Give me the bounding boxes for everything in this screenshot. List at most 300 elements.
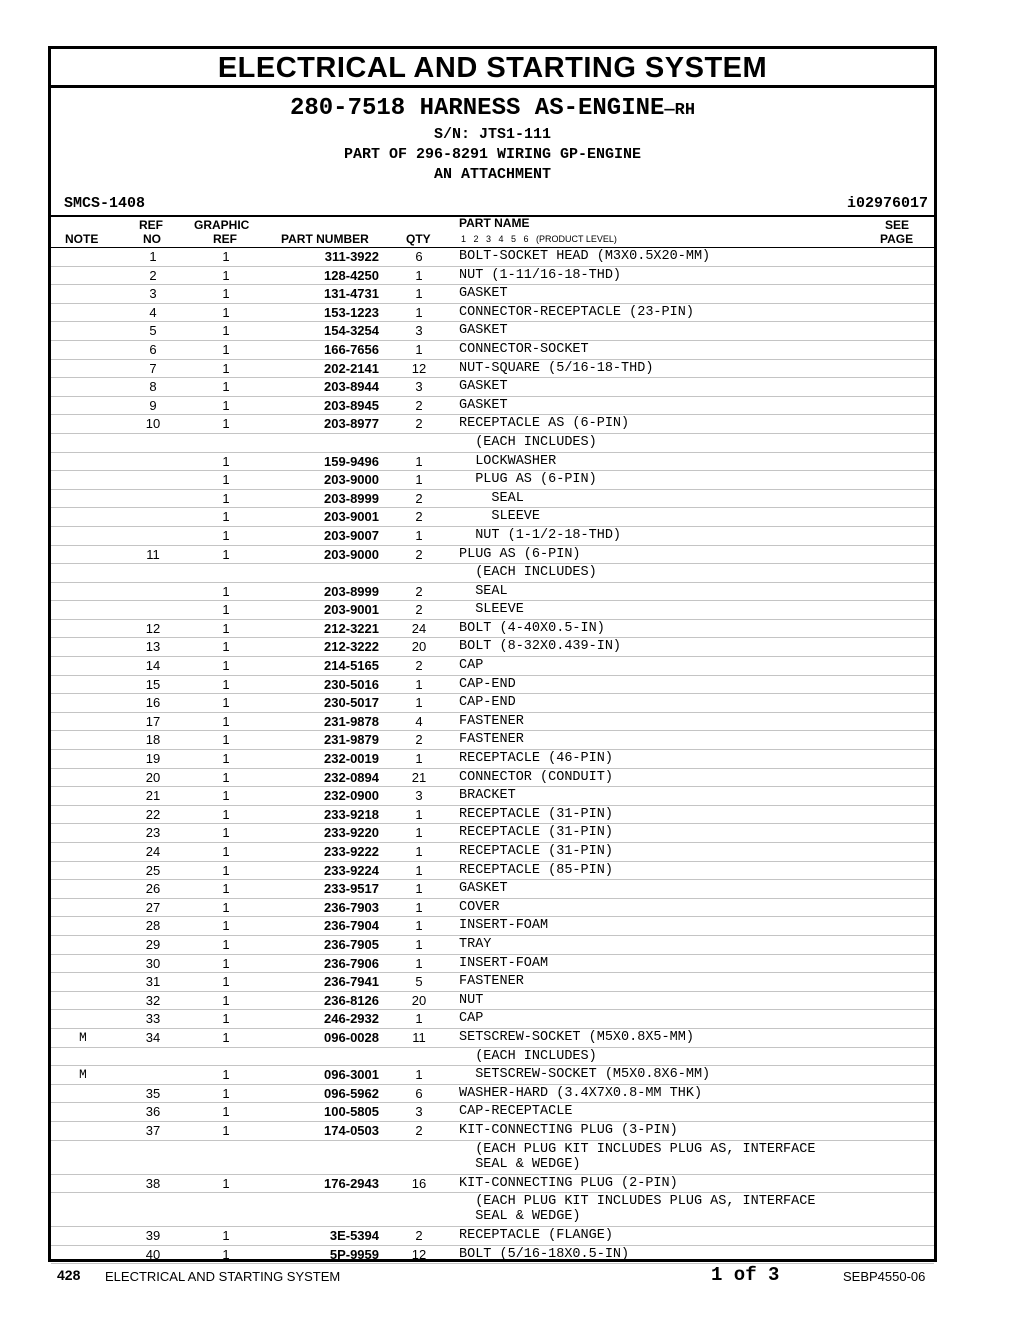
ref-no-cell: 13 (145, 639, 161, 655)
header-note: NOTE (65, 232, 99, 246)
graphic-ref-cell: 1 (222, 844, 230, 859)
table-row (51, 1029, 934, 1048)
part-number-cell: 214-5165 (324, 658, 379, 674)
graphic-ref-cell: 1 (222, 862, 230, 878)
part-name-cell: TRAY (459, 936, 492, 952)
footer-section: ELECTRICAL AND STARTING SYSTEM (105, 1269, 341, 1284)
table-row (51, 453, 934, 472)
graphic-ref-cell: 1 (222, 695, 230, 711)
table-row (51, 750, 934, 769)
ref-no-cell: 10 (145, 416, 161, 432)
header-see-bottom: PAGE (880, 232, 914, 246)
part-number-cell: 231-9878 (324, 713, 379, 729)
page-number: 428 (57, 1267, 81, 1283)
graphic-ref-cell: 1 (222, 806, 230, 822)
table-row (51, 973, 934, 992)
part-number-cell: 096-5962 (324, 1085, 379, 1101)
part-name-cell: RECEPTACLE (46-PIN) (459, 751, 613, 767)
page-footer (0, 1264, 1020, 1288)
qty-cell: 1 (415, 267, 423, 283)
part-number-cell: 159-9496 (324, 453, 379, 469)
part-name-cell: NUT (1-11/16-18-THD) (459, 267, 622, 283)
part-name-cell: SETSCREW-SOCKET (M5X0.8X5-MM) (459, 1029, 694, 1045)
graphic-ref-cell: 1 (222, 825, 230, 841)
table-row (51, 657, 934, 676)
part-name-cell: BRACKET (459, 788, 516, 804)
part-number-cell: 203-9001 (324, 602, 379, 618)
qty-cell: 16 (411, 1175, 427, 1191)
table-row (51, 360, 934, 379)
part-number-cell: 232-0894 (324, 769, 379, 785)
table-row (51, 1141, 934, 1175)
ref-no-cell: 5 (149, 323, 157, 339)
part-name-cell: SEAL (459, 490, 524, 506)
qty-cell: 3 (415, 1104, 423, 1120)
header-graphic-bottom: REF (213, 232, 237, 246)
part-number-cell: 236-8126 (324, 992, 379, 1008)
qty-cell: 2 (415, 546, 423, 562)
ref-no-cell: 1 (149, 249, 157, 264)
qty-cell: 1 (415, 676, 423, 692)
part-name-cell: CAP-RECEPTACLE (459, 1104, 573, 1120)
ref-no-cell: 22 (145, 806, 161, 822)
graphic-ref-cell: 1 (222, 249, 230, 264)
header-product-levels: 1 2 3 4 5 6 (PRODUCT LEVEL) (461, 234, 617, 244)
part-number-cell: 236-7904 (324, 918, 379, 934)
header-see-top: SEE (885, 218, 910, 232)
table-row (51, 880, 934, 899)
part-name-cell: CONNECTOR (CONDUIT) (459, 769, 613, 785)
qty-cell: 12 (411, 1246, 427, 1262)
table-row (51, 508, 934, 527)
graphic-ref-cell: 1 (222, 899, 230, 915)
ref-no-cell: 32 (145, 992, 161, 1008)
part-name-cell: (EACH INCLUDES) (459, 1048, 597, 1064)
part-name-cell: SEAL (459, 583, 508, 599)
qty-cell: 2 (415, 658, 423, 674)
ref-no-cell: 27 (145, 899, 161, 915)
ref-no-cell: 26 (145, 881, 161, 897)
qty-cell: 2 (415, 602, 423, 618)
part-number-cell: 128-4250 (324, 267, 379, 283)
harness-title (51, 95, 934, 125)
ref-no-cell: 39 (145, 1228, 161, 1244)
ref-no-cell: 31 (145, 974, 161, 990)
graphic-ref-cell: 1 (222, 379, 230, 395)
part-number-cell: 203-8999 (324, 583, 379, 599)
qty-cell: 1 (415, 899, 423, 915)
part-name-cell: GASKET (459, 286, 508, 302)
ref-no-cell: 23 (145, 825, 161, 841)
part-number-cell: 231-9879 (324, 732, 379, 748)
table-row (51, 546, 934, 565)
part-number-cell: 230-5017 (324, 695, 379, 711)
part-name-cell: KIT-CONNECTING PLUG (2-PIN) (459, 1175, 678, 1191)
part-number-cell: 203-9000 (324, 546, 379, 562)
part-number-cell: 096-0028 (324, 1029, 379, 1045)
part-name-cell: FASTENER (459, 713, 524, 729)
ref-no-cell: 20 (145, 769, 161, 785)
header-ref-bottom: NO (143, 232, 161, 246)
graphic-ref-cell: 1 (222, 918, 230, 934)
graphic-ref-cell: 1 (222, 769, 230, 785)
qty-cell: 24 (411, 620, 427, 636)
qty-cell: 2 (415, 583, 423, 599)
table-row (51, 713, 934, 732)
part-number-cell: 203-9001 (324, 509, 379, 525)
part-name-cell: RECEPTACLE (31-PIN) (459, 806, 613, 822)
qty-cell: 1 (415, 936, 423, 952)
table-row (51, 862, 934, 881)
graphic-ref-cell: 1 (222, 1122, 230, 1138)
part-name-cell: LOCKWASHER (459, 453, 557, 469)
graphic-ref-cell: 1 (222, 286, 230, 302)
ref-no-cell: 3 (149, 286, 157, 302)
note-cell: M (79, 1029, 87, 1045)
part-name-cell: RECEPTACLE (FLANGE) (459, 1228, 613, 1244)
harness-name: 280-7518 HARNESS AS-ENGINE (289, 95, 665, 122)
qty-cell: 1 (415, 453, 423, 469)
graphic-ref-cell: 1 (222, 1104, 230, 1120)
ref-no-cell: 28 (145, 918, 161, 934)
part-number-cell: 203-8977 (324, 416, 379, 432)
graphic-ref-cell: 1 (222, 788, 230, 804)
qty-cell: 1 (415, 825, 423, 841)
qty-cell: 2 (415, 732, 423, 748)
part-number-cell: 153-1223 (324, 304, 379, 320)
ref-no-cell: 4 (149, 304, 157, 320)
part-name-cell: GASKET (459, 323, 508, 339)
header-qty: QTY (406, 232, 431, 246)
table-row (51, 564, 934, 583)
table-row (51, 1010, 934, 1029)
table-row (51, 322, 934, 341)
qty-cell: 20 (411, 992, 427, 1008)
part-name-cell: PLUG AS (6-PIN) (459, 546, 581, 562)
qty-cell: 3 (415, 788, 423, 804)
part-name-cell: KIT-CONNECTING PLUG (3-PIN) (459, 1122, 678, 1138)
graphic-ref-cell: 1 (222, 713, 230, 729)
serial-number: S/N: JTS1-111 (433, 126, 552, 143)
table-row (51, 806, 934, 825)
table-row (51, 899, 934, 918)
table-row (51, 917, 934, 936)
header-part-name: PART NAME (459, 216, 530, 230)
table-row (51, 1227, 934, 1246)
graphic-ref-cell: 1 (222, 360, 230, 376)
table-row (51, 843, 934, 862)
part-number-cell: 232-0900 (324, 788, 379, 804)
ref-no-cell: 14 (145, 658, 161, 674)
part-name-cell: (EACH INCLUDES) (459, 565, 597, 581)
table-row (51, 285, 934, 304)
part-name-cell: (EACH PLUG KIT INCLUDES PLUG AS, INTERFACE SEAL & WEDGE) (475, 1141, 816, 1172)
table-row (51, 1066, 934, 1085)
part-name-cell: NUT-SQUARE (5/16-18-THD) (459, 360, 654, 376)
header-part-number: PART NUMBER (281, 232, 369, 246)
header-ref-top: REF (139, 218, 163, 232)
qty-cell: 20 (411, 639, 427, 655)
qty-cell: 12 (411, 360, 427, 376)
ref-no-cell: 8 (149, 379, 157, 395)
part-name-cell: WASHER-HARD (3.4X7X0.8-MM THK) (459, 1085, 703, 1101)
qty-cell: 1 (415, 527, 423, 543)
table-row (51, 490, 934, 509)
table-row (51, 731, 934, 750)
qty-cell: 1 (415, 341, 423, 357)
qty-cell: 1 (415, 304, 423, 320)
part-name-cell: FASTENER (459, 974, 524, 990)
graphic-ref-cell: 1 (222, 472, 230, 488)
ref-no-cell: 18 (145, 732, 161, 748)
part-name-cell: CONNECTOR-RECEPTACLE (23-PIN) (459, 304, 694, 320)
table-row (51, 341, 934, 360)
graphic-ref-cell: 1 (222, 602, 230, 618)
part-number-cell: 096-3001 (324, 1067, 379, 1083)
part-name-cell: BOLT (4-40X0.5-IN) (459, 620, 605, 636)
part-name-cell: RECEPTACLE (31-PIN) (459, 825, 613, 841)
graphic-ref-cell: 1 (222, 955, 230, 971)
graphic-ref-cell: 1 (222, 620, 230, 636)
part-number-cell: 233-9222 (324, 844, 379, 859)
table-row (51, 1175, 934, 1194)
graphic-ref-cell: 1 (222, 658, 230, 674)
qty-cell: 1 (415, 751, 423, 767)
qty-cell: 2 (415, 1122, 423, 1138)
illustration-id: i02976017 (846, 195, 928, 212)
qty-cell: 1 (415, 472, 423, 488)
qty-cell: 2 (415, 397, 423, 413)
graphic-ref-cell: 1 (222, 732, 230, 748)
table-row (51, 415, 934, 434)
graphic-ref-cell: 1 (222, 304, 230, 320)
ref-no-cell: 12 (145, 620, 161, 636)
graphic-ref-cell: 1 (222, 1067, 230, 1083)
graphic-ref-cell: 1 (222, 490, 230, 506)
graphic-ref-cell: 1 (222, 974, 230, 990)
table-row (51, 583, 934, 602)
note-cell: M (79, 1067, 87, 1083)
table-row (51, 304, 934, 323)
ref-no-cell: 7 (149, 360, 157, 376)
graphic-ref-cell: 1 (222, 1029, 230, 1045)
part-name-cell: GASKET (459, 379, 508, 395)
part-number-cell: 233-9220 (324, 825, 379, 841)
table-row (51, 1122, 934, 1141)
part-number-cell: 246-2932 (324, 1011, 379, 1027)
part-name-cell: SLEEVE (459, 602, 524, 618)
table-row (51, 1246, 934, 1265)
ref-no-cell: 34 (145, 1029, 161, 1045)
part-name-cell: SETSCREW-SOCKET (M5X0.8X6-MM) (459, 1067, 711, 1083)
graphic-ref-cell: 1 (222, 509, 230, 525)
part-name-cell: INSERT-FOAM (459, 918, 549, 934)
table-row (51, 434, 934, 453)
part-name-cell: GASKET (459, 881, 508, 897)
graphic-ref-cell: 1 (222, 1246, 230, 1262)
part-name-cell: CAP (459, 658, 484, 674)
ref-no-cell: 38 (145, 1175, 161, 1191)
qty-cell: 1 (415, 806, 423, 822)
table-row (51, 936, 934, 955)
part-number-cell: 236-7941 (324, 974, 379, 990)
qty-cell: 2 (415, 490, 423, 506)
page-of-count: 1 of 3 (711, 1264, 780, 1286)
qty-cell: 21 (411, 769, 427, 785)
qty-cell: 2 (415, 509, 423, 525)
header-graphic-top: GRAPHIC (194, 218, 250, 232)
part-number-cell: 100-5805 (324, 1104, 379, 1120)
qty-cell: 11 (412, 1029, 426, 1045)
table-row (51, 1103, 934, 1122)
part-number-cell: 236-7905 (324, 936, 379, 952)
part-name-cell: NUT (459, 992, 484, 1008)
part-number-cell: 203-8944 (324, 379, 379, 395)
table-row (51, 992, 934, 1011)
smcs-row (51, 195, 934, 215)
qty-cell: 6 (415, 249, 423, 264)
part-name-cell: CONNECTOR-SOCKET (459, 341, 589, 357)
part-name-cell: FASTENER (459, 732, 524, 748)
table-row (51, 638, 934, 657)
part-number-cell: 174-0503 (324, 1122, 379, 1138)
graphic-ref-cell: 1 (222, 341, 230, 357)
part-name-cell: RECEPTACLE (31-PIN) (459, 844, 613, 859)
table-row (51, 248, 934, 267)
part-number-cell: 5P-9959 (329, 1246, 379, 1262)
part-number-cell: 203-8999 (324, 490, 379, 506)
part-number-cell: 233-9517 (324, 881, 379, 897)
graphic-ref-cell: 1 (222, 881, 230, 897)
table-row (51, 955, 934, 974)
ref-no-cell: 9 (149, 397, 157, 413)
part-number-cell: 154-3254 (324, 323, 379, 339)
qty-cell: 1 (415, 844, 423, 859)
part-name-cell: GASKET (459, 397, 508, 413)
part-number-cell: 176-2943 (324, 1175, 379, 1191)
qty-cell: 4 (415, 713, 423, 729)
ref-no-cell: 30 (145, 955, 161, 971)
part-number-cell: 233-9218 (324, 806, 379, 822)
table-row (51, 471, 934, 490)
part-number-cell: 233-9224 (324, 862, 379, 878)
ref-no-cell: 37 (145, 1122, 161, 1138)
ref-no-cell: 40 (145, 1246, 161, 1262)
part-name-cell: BOLT (8-32X0.439-IN) (459, 639, 622, 655)
part-name-cell: SLEEVE (459, 509, 541, 525)
part-name-cell: (EACH INCLUDES) (459, 434, 597, 450)
qty-cell: 2 (415, 1228, 423, 1244)
part-name-cell: CAP-END (459, 695, 516, 711)
graphic-ref-cell: 1 (222, 1175, 230, 1191)
part-name-cell: (EACH PLUG KIT INCLUDES PLUG AS, INTERFACE SEAL & WEDGE) (475, 1194, 816, 1225)
table-row (51, 378, 934, 397)
part-number-cell: 166-7656 (324, 341, 379, 357)
ref-no-cell: 19 (145, 751, 161, 767)
part-number-cell: 212-3221 (324, 620, 379, 636)
part-number-cell: 202-2141 (324, 360, 379, 376)
qty-cell: 3 (415, 323, 423, 339)
part-number-cell: 236-7906 (324, 955, 379, 971)
part-number-cell: 203-9000 (324, 472, 379, 488)
table-row (51, 601, 934, 620)
qty-cell: 5 (415, 974, 423, 990)
part-number-cell: 230-5016 (324, 676, 379, 692)
smcs-code: SMCS-1408 (64, 195, 146, 212)
table-row (51, 1048, 934, 1067)
ref-no-cell: 24 (145, 844, 161, 859)
table-header (51, 215, 934, 248)
graphic-ref-cell: 1 (222, 1085, 230, 1101)
ref-no-cell: 6 (149, 341, 157, 357)
table-row (51, 694, 934, 713)
qty-cell: 1 (415, 881, 423, 897)
graphic-ref-cell: 1 (222, 751, 230, 767)
graphic-ref-cell: 1 (222, 527, 230, 543)
graphic-ref-cell: 1 (222, 416, 230, 432)
table-row (51, 787, 934, 806)
parts-table-body (51, 248, 934, 1264)
graphic-ref-cell: 1 (222, 639, 230, 655)
graphic-ref-cell: 1 (222, 676, 230, 692)
qty-cell: 1 (415, 695, 423, 711)
qty-cell: 1 (415, 862, 423, 878)
part-number-cell: 236-7903 (324, 899, 379, 915)
attachment-text: AN ATTACHMENT (433, 166, 552, 183)
ref-no-cell: 17 (145, 713, 161, 729)
graphic-ref-cell: 1 (222, 992, 230, 1008)
graphic-ref-cell: 1 (222, 453, 230, 469)
ref-no-cell: 25 (145, 862, 161, 878)
graphic-ref-cell: 1 (222, 936, 230, 952)
part-name-cell: COVER (459, 899, 500, 915)
part-number-cell: 232-0019 (324, 751, 379, 767)
graphic-ref-cell: 1 (222, 1228, 230, 1244)
graphic-ref-cell: 1 (222, 583, 230, 599)
harness-side: —RH (664, 101, 696, 120)
part-number-cell: 311-3922 (324, 249, 379, 264)
graphic-ref-cell: 1 (222, 397, 230, 413)
table-row (51, 676, 934, 695)
qty-cell: 2 (415, 416, 423, 432)
part-number-cell: 3E-5394 (329, 1228, 379, 1244)
table-row (51, 527, 934, 546)
graphic-ref-cell: 1 (222, 323, 230, 339)
ref-no-cell: 35 (145, 1085, 161, 1101)
ref-no-cell: 16 (145, 695, 161, 711)
part-name-cell: BOLT (5/16-18X0.5-IN) (459, 1246, 630, 1262)
table-row (51, 267, 934, 286)
table-row (51, 1193, 934, 1227)
ref-no-cell: 21 (145, 788, 161, 804)
part-of-text: PART OF 296-8291 WIRING GP-ENGINE (343, 146, 642, 163)
table-row (51, 824, 934, 843)
qty-cell: 1 (415, 286, 423, 302)
qty-cell: 1 (415, 1011, 423, 1027)
part-number-cell: 203-9007 (324, 527, 379, 543)
ref-no-cell: 33 (145, 1011, 161, 1027)
part-name-cell: NUT (1-1/2-18-THD) (459, 527, 622, 543)
qty-cell: 1 (415, 955, 423, 971)
graphic-ref-cell: 1 (222, 267, 230, 283)
part-name-cell: CAP-END (459, 676, 516, 692)
graphic-ref-cell: 1 (222, 1011, 230, 1027)
ref-no-cell: 2 (149, 267, 157, 283)
part-number-cell: 203-8945 (324, 397, 379, 413)
qty-cell: 1 (415, 1067, 423, 1083)
qty-cell: 3 (415, 379, 423, 395)
qty-cell: 6 (415, 1085, 423, 1101)
